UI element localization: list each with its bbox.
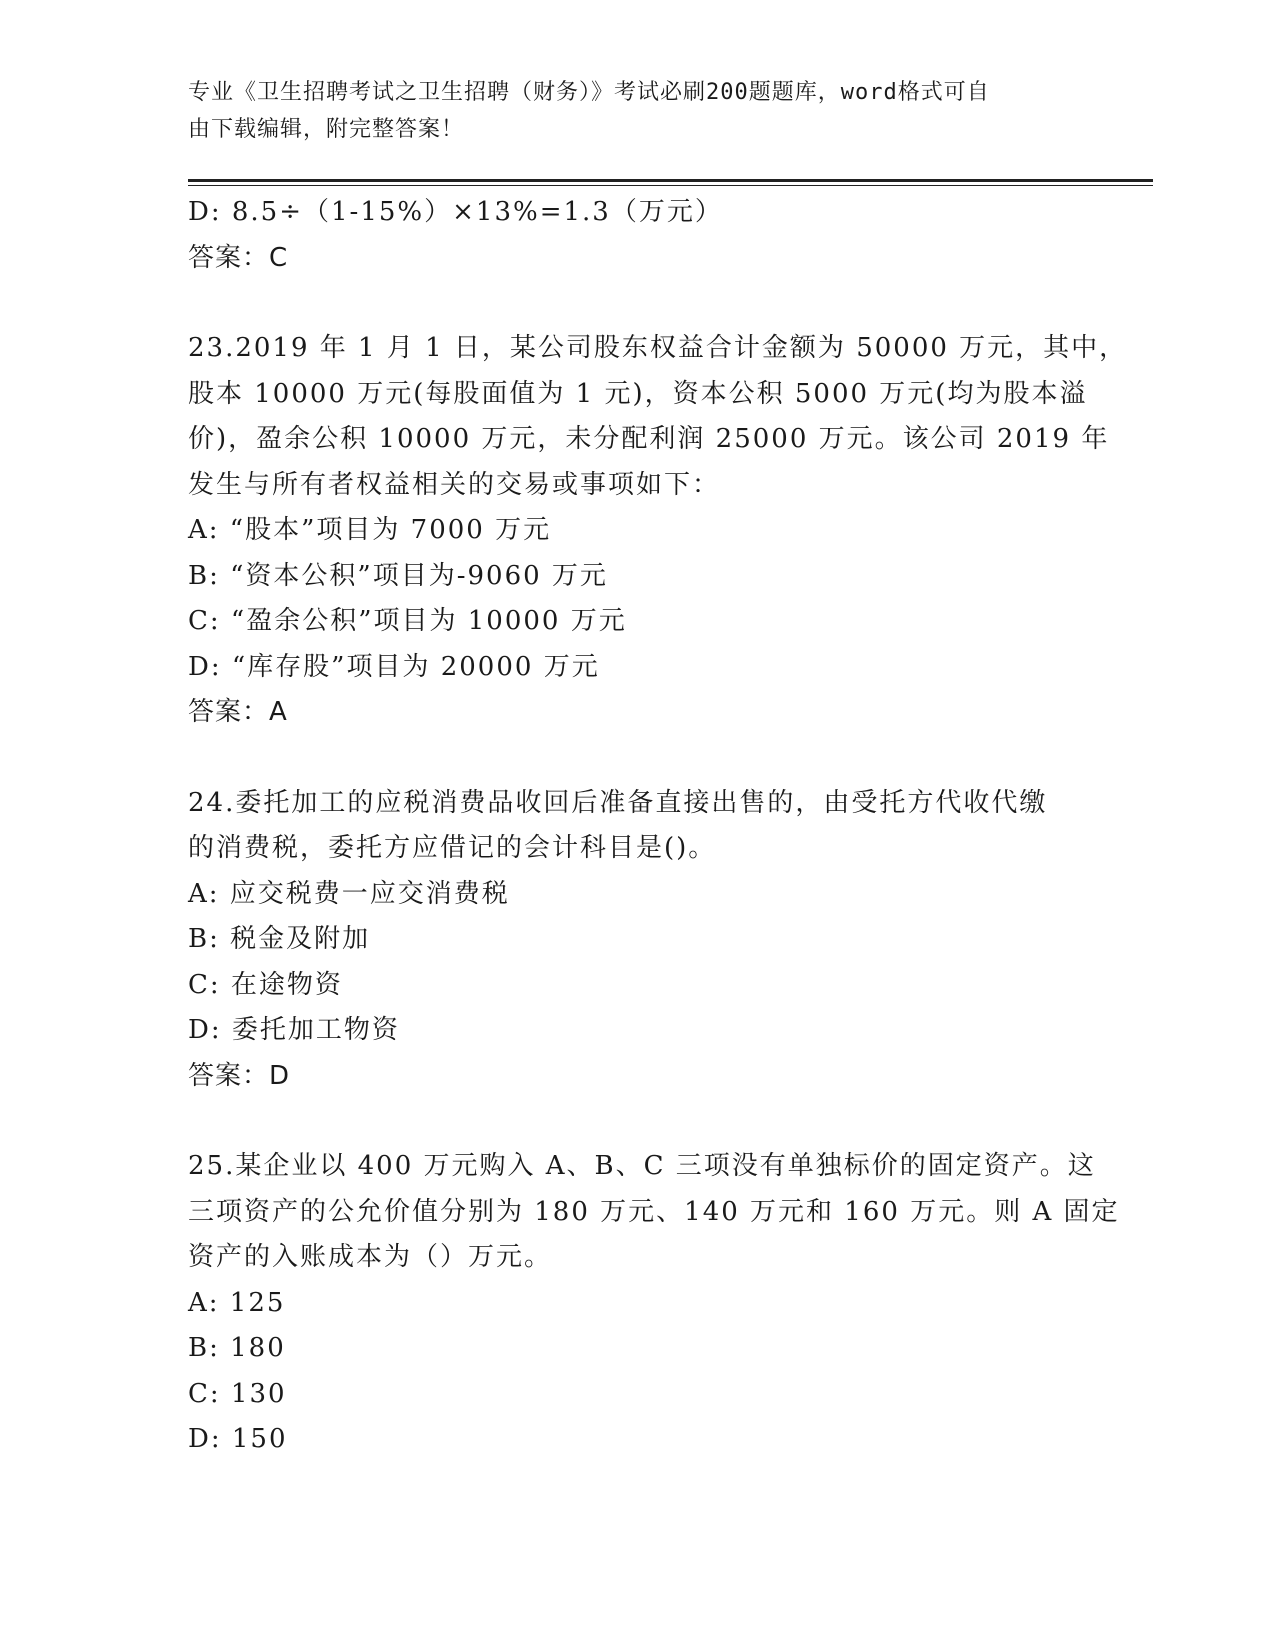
q25-option-d: D: 150 [188,1424,288,1454]
q24-option-a: A: 应交税费一应交消费税 [188,878,510,909]
q23-option-b: B: “资本公积”项目为-9060 万元 [188,560,608,591]
q25-stem-line: 三项资产的公允价值分别为 180 万元、140 万元和 160 万元。则 A 固定 [188,1196,1120,1227]
header-line-2: 由下载编辑，附完整答案！ [188,117,465,142]
q23-option-a: A: “股本”项目为 7000 万元 [188,515,552,545]
q23-stem-line: 发生与所有者权益相关的交易或事项如下： [188,469,721,500]
q25-stem-line: 25.某企业以 400 万元购入 A、B、C 三项没有单独标价的固定资产。这 [188,1151,1096,1181]
q25-stem-line: 资产的入账成本为（）万元。 [188,1242,553,1272]
q24-stem-line: 的消费税，委托方应借记的会计科目是()。 [188,833,717,863]
q24-answer: 答案：D [188,1060,291,1091]
q25-option-b: B: 180 [188,1333,286,1363]
q24-option-d: D: 委托加工物资 [188,1015,400,1045]
question-23 [188,326,1128,736]
q25-option-a: A: 125 [188,1287,286,1318]
q24-stem-line: 24.委托加工的应税消费品收回后准备直接出售的，由受托方代收代缴 [188,787,1048,818]
prev-option-d: D: 8.5÷（1-15%）×13%=1.3（万元） [188,197,723,227]
question-24 [188,781,1088,1100]
header-line-1: 专业《卫生招聘考试之卫生招聘（财务）》考试必刷200题题库，word格式可自 [188,80,990,105]
header-divider-thin [188,185,1153,186]
q23-stem-line: 23.2019 年 1 月 1 日，某公司股东权益合计金额为 50000 万元，其中， [188,333,1128,363]
spacer [188,281,1088,326]
q23-answer: 答案：A [188,697,288,727]
q24-option-c: C: 在途物资 [188,969,343,1000]
question-content [188,190,1128,1463]
document-header [188,74,1068,148]
prev-answer: 答案：C [188,242,289,273]
spacer [188,1099,1088,1144]
question-25 [188,1144,1120,1463]
header-divider-thick [188,179,1153,182]
q25-option-c: C: 130 [188,1378,287,1409]
q23-stem-line: 股本 10000 万元(每股面值为 1 元)，资本公积 5000 万元(均为股本溢 [188,378,1088,409]
q23-stem-line: 价)，盈余公积 10000 万元，未分配利润 25000 万元。该公司 2019 年 [188,424,1110,454]
q23-option-c: C: “盈余公积”项目为 10000 万元 [188,606,627,636]
spacer [188,736,1088,781]
q23-option-d: D: “库存股”项目为 20000 万元 [188,651,600,682]
q24-option-b: B: 税金及附加 [188,924,371,954]
